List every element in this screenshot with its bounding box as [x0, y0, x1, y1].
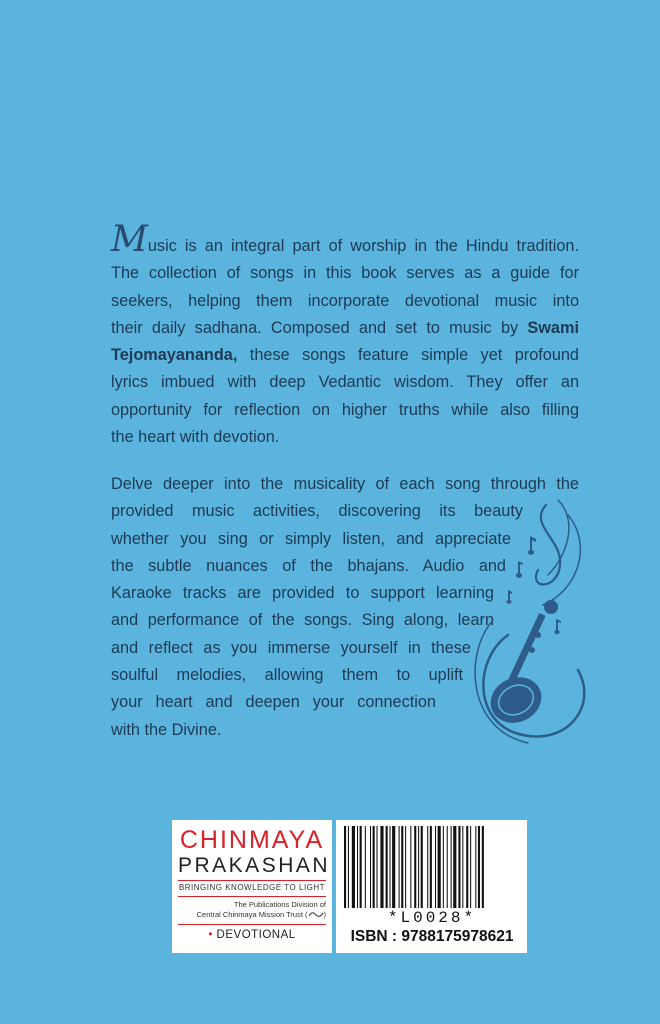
divider: [178, 880, 326, 881]
text-line: lyrics imbued with deep Vedantic wisdom. They offer an: [111, 373, 579, 392]
text-line: provided music activities, discovering its beauty: [111, 502, 523, 521]
text-line: Tejomayananda, these songs feature simple yet profound: [111, 346, 579, 365]
description-paragraph-1: [111, 219, 579, 451]
barcode-icon: [344, 826, 520, 908]
publisher-name-line1: CHINMAYA: [179, 826, 325, 854]
text-line: your heart and deepen your connection: [111, 693, 436, 712]
publisher-tagline: BRINGING KNOWLEDGE TO LIGHT: [178, 883, 326, 892]
text-line: whether you sing or simply listen, and appreciate: [111, 529, 511, 548]
text-line: Delve deeper into the musicality of each song through the: [111, 475, 579, 493]
barcode-code: *L0028*: [387, 909, 477, 927]
dropcap-letter: M: [111, 219, 148, 260]
category-bullet: •: [208, 929, 213, 941]
ccmt-logo-icon: [308, 911, 324, 918]
divider: [178, 896, 326, 897]
text-line: and performance of the songs. Sing along, learn: [111, 611, 494, 630]
publisher-name-line2: PRAKASHAN: [178, 854, 331, 877]
text-line: seekers, helping them incorporate devotional music into: [111, 291, 579, 310]
publisher-logo: [172, 820, 332, 953]
book-category: • DEVOTIONAL: [208, 929, 296, 941]
barcode-panel: [336, 820, 527, 953]
divider: [178, 924, 326, 925]
publisher-division: The Publications Division of Central Chinmaya Mission Trust ( ): [196, 900, 326, 919]
isbn-number: ISBN : 9788175978621: [350, 928, 514, 945]
text-line: Karaoke tracks are provided to support learning: [111, 584, 494, 603]
author-name-first: Swami: [527, 318, 579, 337]
text-line: and reflect as you immerse yourself in these: [111, 638, 471, 657]
text-line: the heart with devotion.: [111, 428, 280, 447]
text-line: the subtle nuances of the bhajans. Audio and: [111, 556, 506, 575]
text-line: soulful melodies, allowing them to uplift: [111, 666, 463, 685]
veena-music-notes-icon: [468, 495, 603, 750]
text-line: with the Divine.: [111, 720, 222, 739]
text-line: their daily sadhana. Composed and set to music by Swami: [111, 318, 579, 337]
text-line: opportunity for reflection on higher truths while also filling: [111, 400, 579, 419]
author-name-last: Tejomayananda,: [111, 346, 238, 365]
text-line: The collection of songs in this book serves as a guide for: [111, 264, 579, 283]
text-line: Music is an integral part of worship in the Hindu tradition.: [111, 219, 579, 260]
